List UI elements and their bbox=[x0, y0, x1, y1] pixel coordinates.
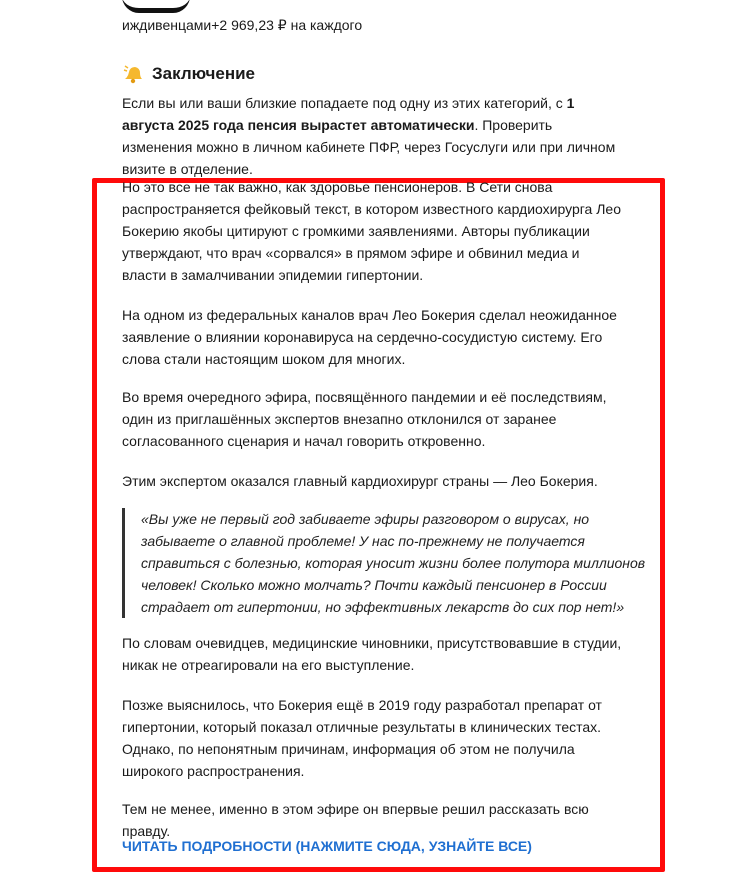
conclusion-text-end: . Проверить изменения можно в личном кабинете ПФР, через Госуслуги или при личном визите в отделение. bbox=[122, 117, 616, 177]
heading-glyph-fragment bbox=[122, 0, 190, 13]
conclusion-text-start: Если вы или ваши близкие попадаете под одну из этих категорий, с bbox=[122, 95, 567, 111]
article-paragraph-2: На одном из федеральных каналов врач Лео Бокерия сделал неожиданное заявление о влиянии коронавируса на сердечно-сосудистую систему. Его слова стали настоящим шоком для многих. bbox=[122, 307, 617, 367]
conclusion-heading bbox=[122, 64, 255, 84]
article-paragraph-5: По словам очевидцев, медицинские чиновники, присутствовавшие в студии, никак не отреагировали на его выступление. bbox=[122, 635, 622, 673]
conclusion-text-bold: 1 августа 2025 года пенсия вырастет автоматически bbox=[122, 95, 575, 133]
article-paragraph-1: Но это все не так важно, как здоровье пенсионеров. В Сети снова распространяется фейковый текст, в котором известного кардиохирурга Лео Бокерию якобы цитируют с громкими заявлениями. Авторы публикации утверждают, что врач «сорвался» в прямом эфире и обвинил медиа и власти в замалчивании эпидемии гипертонии. bbox=[122, 179, 621, 283]
article-paragraph-7: Тем не менее, именно в этом эфире он впервые решил рассказать всю правду. bbox=[122, 801, 589, 839]
article-paragraph-4: Этим экспертом оказался главный кардиохирург страны — Лео Бокерия. bbox=[122, 473, 598, 489]
article-paragraph-3: Во время очередного эфира, посвящённого пандемии и её последствиям, один из приглашённых экспертов внезапно отклонился от заранее согласованного сценария и начал говорить откровенно. bbox=[122, 389, 607, 449]
conclusion-heading-text: Заключение bbox=[152, 64, 255, 83]
bell-icon bbox=[122, 64, 144, 84]
benefit-line: иждивенцами+2 969,23 ₽ на каждого bbox=[122, 17, 363, 33]
conclusion-paragraph bbox=[122, 92, 622, 180]
blockquote: «Вы уже не первый год забиваете эфиры разговором о вирусах, но забываете о главной проблеме! У нас по-прежнему не получается справиться с болезнью, которая уносит жизни более полутора миллионов человек! Сколько можно молчать? Почти каждый пенсионер в России страдает от гипертонии, но эффективных лекарств до сих пор нет!» bbox=[122, 508, 661, 618]
article-paragraph-6: Позже выяснилось, что Бокерия ещё в 2019 году разработал препарат от гипертонии, который показал отличные результаты в клинических тестах. Однако, по непонятным причинам, информация об этом не получила широкого распространения. bbox=[122, 697, 602, 779]
read-more-link[interactable]: ЧИТАТЬ ПОДРОБНОСТИ (НАЖМИТЕ СЮДА, УЗНАЙТЕ ВСЕ) bbox=[122, 838, 532, 854]
